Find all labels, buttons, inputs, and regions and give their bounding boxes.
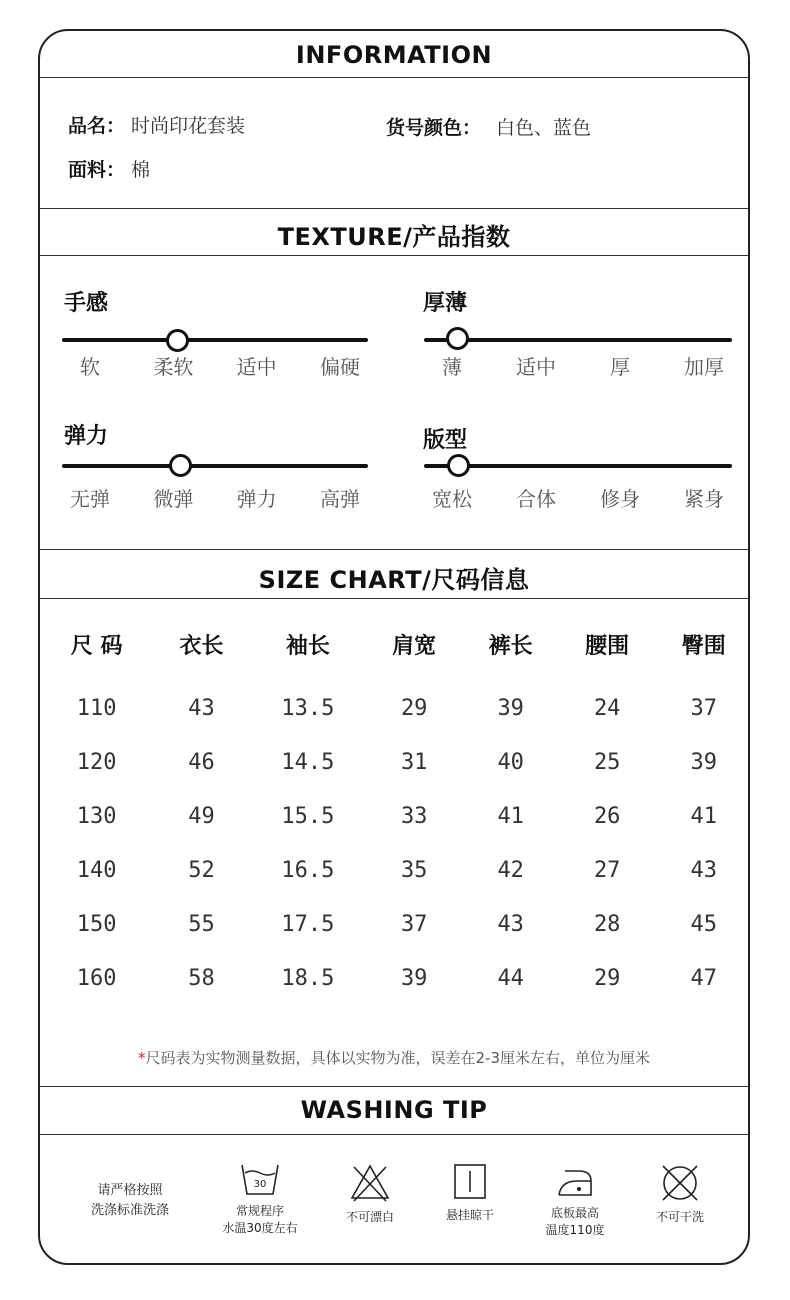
wash-label-line1: 不可干洗: [655, 1210, 704, 1224]
table-cell: 130: [76, 803, 117, 829]
table-cell: 14.5: [281, 749, 335, 775]
fabric-value: 棉: [131, 159, 151, 181]
column-header: 袖长: [285, 633, 330, 659]
column-header: 肩宽: [392, 633, 437, 659]
product-info-card: [38, 29, 750, 1265]
divider: [40, 549, 748, 550]
table-cell: 110: [76, 695, 117, 721]
column-header: 衣长: [179, 633, 224, 659]
divider: [40, 208, 748, 209]
size-note: [40, 1047, 748, 1068]
table-cell: 120: [76, 749, 117, 775]
color-value: 白色、蓝色: [496, 117, 592, 139]
table-cell: 29: [593, 965, 621, 991]
table-row: [40, 735, 750, 789]
scale-label: 偏硬: [319, 355, 360, 379]
wash-temp-label: 30: [253, 1179, 267, 1190]
table-cell: 140: [76, 857, 117, 883]
table-cell: 43: [497, 911, 524, 937]
table-cell: 31: [400, 749, 428, 775]
wash-30-icon: [240, 1163, 280, 1197]
note-asterisk: *: [137, 1049, 146, 1067]
table-cell: 160: [76, 965, 117, 991]
no-bleach-icon: [350, 1163, 390, 1203]
fit-slider: [424, 464, 732, 468]
table-cell: 46: [188, 749, 215, 775]
column-header: 腰围: [585, 633, 630, 659]
thickness-knob: [446, 327, 469, 350]
scale-label: 适中: [516, 355, 556, 379]
fit-title: 版型: [423, 428, 468, 453]
table-cell: 24: [593, 695, 621, 721]
scale-label: 合体: [516, 487, 556, 511]
table-row: [40, 681, 750, 735]
table-cell: 13.5: [281, 695, 335, 721]
table-cell: 37: [400, 911, 428, 937]
table-cell: 43: [690, 857, 717, 883]
table-cell: 27: [593, 857, 621, 883]
wash-item: [425, 1163, 515, 1224]
table-cell: 43: [188, 695, 215, 721]
wash-label-line2: 温度110度: [545, 1223, 605, 1237]
table-header-row: [40, 621, 750, 667]
column-header: 裤长: [488, 633, 533, 659]
table-cell: 16.5: [281, 857, 335, 883]
wash-label-line1: 悬挂晾干: [445, 1208, 494, 1222]
wash-label-line1: 常规程序: [235, 1204, 284, 1218]
hand-feel-knob: [166, 329, 189, 352]
table-cell: 39: [690, 749, 717, 775]
size-chart-title: SIZE CHART/尺码信息: [258, 566, 530, 594]
table-cell: 52: [188, 857, 215, 883]
thickness-title: 厚薄: [423, 291, 468, 316]
scale-label: 无弹: [70, 487, 110, 511]
scale-label: 适中: [236, 355, 277, 379]
table-cell: 47: [690, 965, 717, 991]
divider: [40, 1134, 748, 1135]
wash-label-line1: 不可漂白: [345, 1210, 394, 1224]
hang-dry-icon: [453, 1163, 487, 1201]
wash-label-line2: 水温30度左右: [222, 1221, 298, 1235]
fit-knob: [447, 454, 470, 477]
washing-intro: [70, 1181, 190, 1221]
table-cell: 35: [400, 857, 428, 883]
table-row: [40, 897, 750, 951]
hand-feel-title: 手感: [64, 291, 109, 316]
column-header: 臀围: [681, 633, 726, 659]
fit-scale: [424, 483, 732, 512]
wash-item: [635, 1163, 725, 1226]
elasticity-slider: [62, 464, 368, 468]
table-row: [40, 843, 750, 897]
iron-icon: [555, 1163, 595, 1199]
name-value: 时尚印花套装: [131, 115, 246, 137]
table-row: [40, 951, 750, 1005]
washing-intro-line1: 请严格按照: [97, 1183, 163, 1198]
scale-label: 加厚: [684, 355, 724, 379]
scale-label: 弹力: [236, 487, 277, 511]
wash-item: [210, 1163, 310, 1237]
table-cell: 25: [593, 749, 621, 775]
elasticity-scale: [62, 483, 368, 512]
no-dry-clean-icon: [660, 1163, 700, 1203]
elasticity-title: 弹力: [64, 424, 109, 449]
color-label: 货号颜色：: [386, 117, 482, 139]
table-cell: 42: [497, 857, 524, 883]
table-cell: 29: [400, 695, 428, 721]
elasticity-knob: [169, 454, 192, 477]
note-text: 尺码表为实物测量数据，具体以实物为准，误差在2-3厘米左右，单位为厘米: [145, 1049, 650, 1067]
table-cell: 26: [593, 803, 621, 829]
washing-intro-line2: 洗涤标准洗涤: [90, 1203, 169, 1218]
scale-label: 紧身: [684, 487, 724, 511]
table-cell: 55: [188, 911, 215, 937]
table-cell: 44: [497, 965, 524, 991]
table-cell: 33: [400, 803, 428, 829]
scale-label: 修身: [600, 487, 640, 511]
divider: [40, 598, 748, 599]
table-cell: 17.5: [281, 911, 335, 937]
divider: [40, 77, 748, 78]
table-cell: 40: [497, 749, 524, 775]
table-cell: 41: [497, 803, 524, 829]
table-cell: 58: [188, 965, 215, 991]
table-cell: 37: [690, 695, 717, 721]
scale-label: 微弹: [153, 487, 194, 511]
scale-label: 厚: [610, 355, 630, 379]
thickness-scale: [424, 351, 732, 380]
thickness-slider: [424, 338, 732, 342]
table-cell: 39: [400, 965, 428, 991]
name-label: 品名：: [68, 115, 126, 137]
divider: [40, 255, 748, 256]
washing-title: WASHING TIP: [300, 1096, 488, 1124]
size-table: [40, 621, 750, 1005]
table-cell: 39: [497, 695, 524, 721]
scale-label: 宽松: [432, 487, 472, 511]
information-title: INFORMATION: [295, 41, 493, 69]
hand-feel-scale: [62, 351, 368, 380]
scale-label: 柔软: [153, 355, 194, 379]
wash-item: [325, 1163, 415, 1226]
texture-title: TEXTURE/产品指数: [277, 223, 511, 251]
scale-label: 高弹: [319, 487, 360, 511]
table-cell: 15.5: [281, 803, 335, 829]
wash-item: [530, 1163, 620, 1239]
table-cell: 18.5: [281, 965, 335, 991]
table-cell: 49: [188, 803, 215, 829]
fabric-label: 面料：: [68, 159, 126, 181]
table-cell: 41: [690, 803, 717, 829]
wash-label-line1: 底板最高: [550, 1206, 599, 1220]
hand-feel-slider: [62, 338, 368, 342]
table-cell: 150: [76, 911, 117, 937]
table-cell: 45: [690, 911, 717, 937]
divider: [40, 1086, 748, 1087]
scale-label: 软: [80, 355, 100, 379]
column-header: 尺 码: [70, 633, 123, 659]
scale-label: 薄: [442, 355, 462, 379]
table-row: [40, 789, 750, 843]
table-cell: 28: [593, 911, 621, 937]
